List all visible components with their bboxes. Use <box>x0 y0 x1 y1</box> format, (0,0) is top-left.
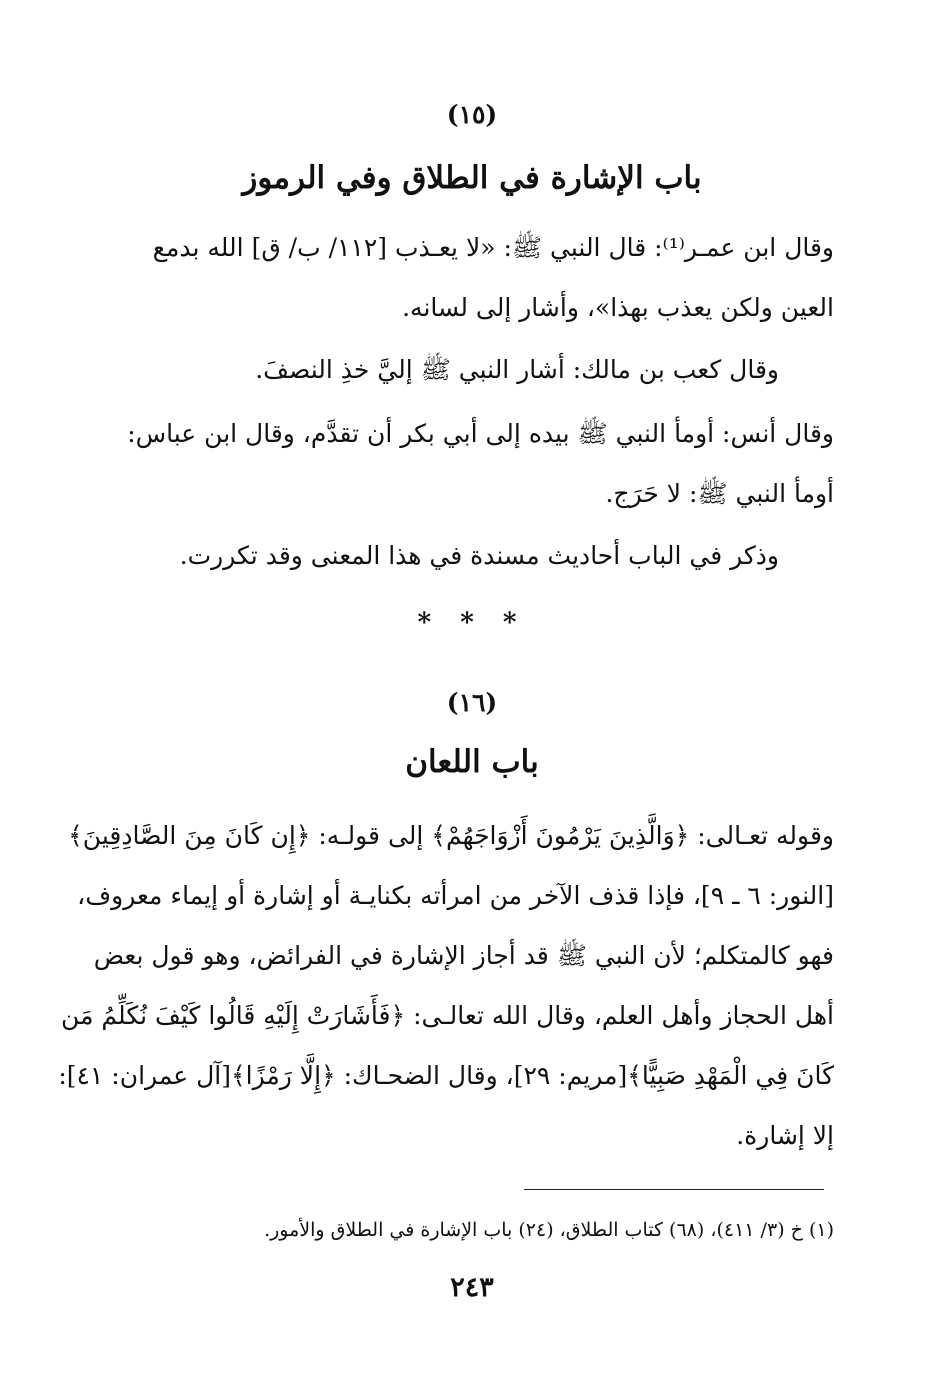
page-number: ٢٤٣ <box>450 1272 494 1303</box>
section-15-title: باب الإشارة في الطلاق وفي الرموز <box>242 160 702 196</box>
section-16-number: (١٦) <box>446 688 498 717</box>
section-15-line-1: وقال ابن عمـر⁽¹⁾: قال النبي ﷺ: «لا يعـذب [١١٢/ ب/ ق] الله بدمع <box>152 233 834 262</box>
section-15-line-4: وقال أنس: أومأ النبي ﷺ بيده إلى أبي بكر أن تقدَّم، وقال ابن عباس: <box>127 419 834 448</box>
footnote: (١) خ (٣/ ٤١١)، (٦٨) كتاب الطلاق، (٢٤) باب الإشارة في الطلاق والأمور. <box>264 1219 834 1241</box>
section-16-line-5: كَانَ فِي الْمَهْدِ صَبِيًّا﴾[مريم: ٢٩]، وقال الضحـاك: ﴿إِلَّا رَمْزًا﴾[آل عمران: ٤١]: <box>58 1061 834 1090</box>
section-15-line-5: أومأ النبي ﷺ: لا حَرَج. <box>605 479 834 508</box>
section-15-number: (١٥) <box>446 100 498 129</box>
section-15-line-2: العين ولكن يعذب بهذا»، وأشار إلى لسانه. <box>402 293 834 322</box>
section-16-line-3: فهو كالمتكلم؛ لأن النبي ﷺ قد أجاز الإشارة في الفرائض، وهو قول بعض <box>93 941 834 970</box>
section-15-line-3: وقال كعب بن مالك: أشار النبي ﷺ إليَّ خذِ النصفَ. <box>255 355 779 384</box>
section-16-title: باب اللعان <box>405 744 539 780</box>
footnote-divider <box>524 1189 824 1190</box>
section-16-line-2: [النور: ٦ ـ ٩]، فإذا قذف الآخر من امرأته بكنايـة أو إشارة أو إيماء معروف، <box>77 881 834 910</box>
section-15-line-6: وذكر في الباب أحاديث مسندة في هذا المعنى وقد تكررت. <box>179 541 779 570</box>
section-separator: * * * <box>417 608 527 638</box>
section-16-line-6: إلا إشارة. <box>736 1121 834 1150</box>
section-16-line-4: أهل الحجاز وأهل العلم، وقال الله تعالـى: ﴿فَأَشَارَتْ إِلَيْهِ قَالُوا كَيْفَ نُكَلِّمُ مَن <box>61 1001 834 1030</box>
section-16-line-1: وقوله تعـالى: ﴿وَالَّذِينَ يَرْمُونَ أَزْوَاجَهُمْ﴾ إلى قولـه: ﴿إِن كَانَ مِنَ الصَّادِقِينَ﴾ <box>68 821 834 850</box>
